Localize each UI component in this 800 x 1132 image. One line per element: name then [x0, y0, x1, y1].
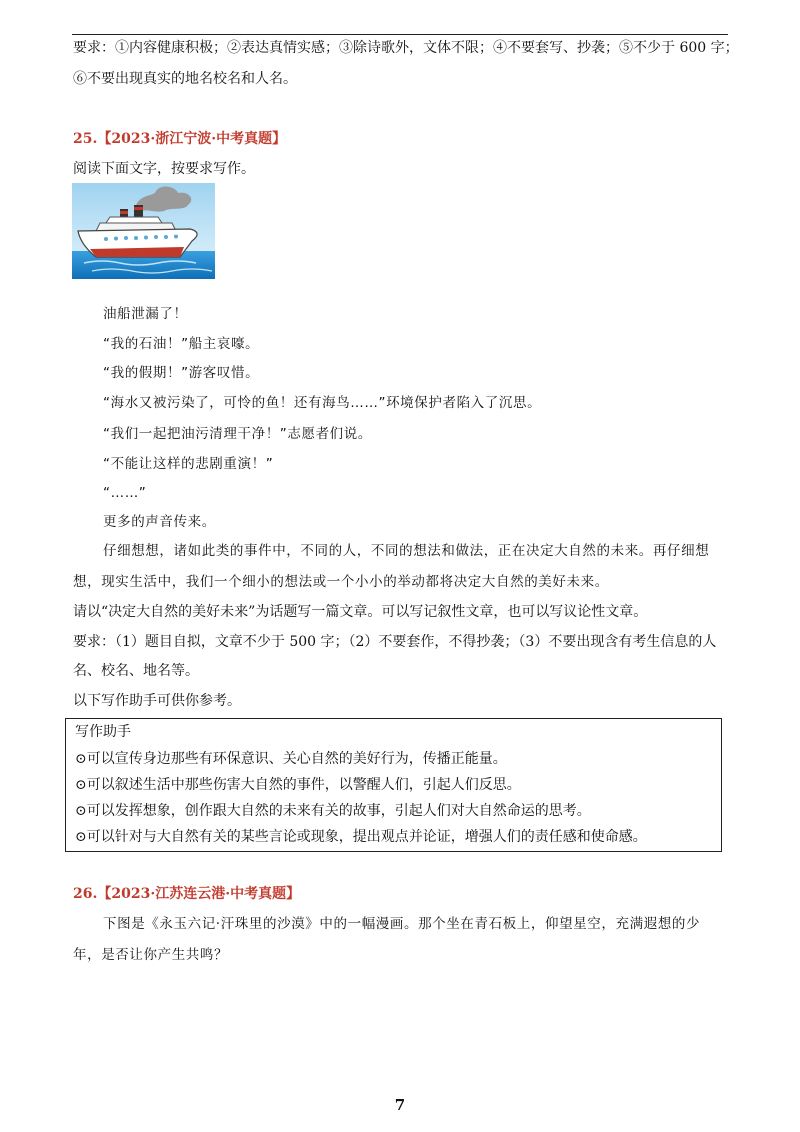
q26-line2: 年，是否让你产生共鸣？	[73, 947, 229, 963]
passage-line: “……”	[103, 485, 147, 501]
q25-requirements-line1: 要求：（1）题目自拟，文章不少于 500 字；（2）不要套作，不得抄袭；（3）不要出现含有考生信息的人	[73, 634, 717, 650]
passage-line: “不能让这样的悲剧重演！”	[103, 456, 274, 472]
helper-title: 写作助手	[75, 724, 131, 740]
q25-heading	[73, 129, 286, 149]
q26-tag: 【2023·江苏连云港·中考真题】	[97, 886, 301, 902]
page-number: 7	[394, 1096, 406, 1114]
helper-item: ⊙可以发挥想象，创作跟大自然的未来有关的故事，引起人们对大自然命运的思考。	[75, 803, 591, 819]
q25-tag: 【2023·浙江宁波·中考真题】	[97, 131, 287, 147]
q25-number: 25.	[73, 131, 98, 147]
q26-line1: 下图是《永玉六记·汗珠里的沙漠》中的一幅漫画。那个坐在青石板上，仰望星空，充满遐想的少	[103, 916, 701, 932]
oil-ship-illustration	[72, 183, 215, 279]
helper-item: ⊙可以叙述生活中那些伤害大自然的事件，以警醒人们，引起人们反思。	[75, 777, 521, 793]
passage-line: 更多的声音传来。	[103, 514, 216, 530]
passage-line: “海水又被污染了，可怜的鱼！还有海鸟……”环境保护者陷入了沉思。	[103, 395, 542, 411]
q25-instruction: 阅读下面文字，按要求写作。	[73, 161, 255, 177]
helper-item: ⊙可以针对与大自然有关的某些言论或现象，提出观点并论证，增强人们的责任感和使命感。	[75, 829, 647, 845]
passage-line: “我的石油！”船主哀嚎。	[103, 336, 260, 352]
passage-line: 油船泄漏了！	[103, 306, 188, 322]
top-requirements-line2: ⑥不要出现真实的地名校名和人名。	[73, 71, 297, 87]
reflection-line2: 想，现实生活中，我们一个细小的想法或一个小小的举动都将决定大自然的美好未来。	[73, 574, 609, 590]
helper-item: ⊙可以宣传身边那些有环保意识、关心自然的美好行为，传播正能量。	[75, 751, 507, 767]
reflection-line1: 仔细想想，诸如此类的事件中，不同的人，不同的想法和做法，正在决定大自然的未来。再仔细想	[103, 543, 710, 559]
top-requirements-line1: 要求：①内容健康积极；②表达真情实感；③除诗歌外，文体不限；④不要套写、抄袭；⑤不少于 600 字；	[73, 40, 739, 56]
q25-helper-intro: 以下写作助手可供你参考。	[73, 693, 241, 709]
top-rule	[72, 34, 728, 35]
passage-line: “我们一起把油污清理干净！”志愿者们说。	[103, 426, 372, 442]
passage-line: “我的假期！”游客叹惜。	[103, 365, 260, 381]
q25-requirements-line2: 名、校名、地名等。	[73, 663, 199, 679]
q26-number: 26.	[73, 886, 98, 902]
writing-helper-box	[65, 718, 722, 852]
q25-prompt: 请以“决定大自然的美好未来”为话题写一篇文章。可以写记叙性文章，也可以写议论性文章。	[73, 604, 648, 620]
q26-heading	[73, 884, 300, 904]
